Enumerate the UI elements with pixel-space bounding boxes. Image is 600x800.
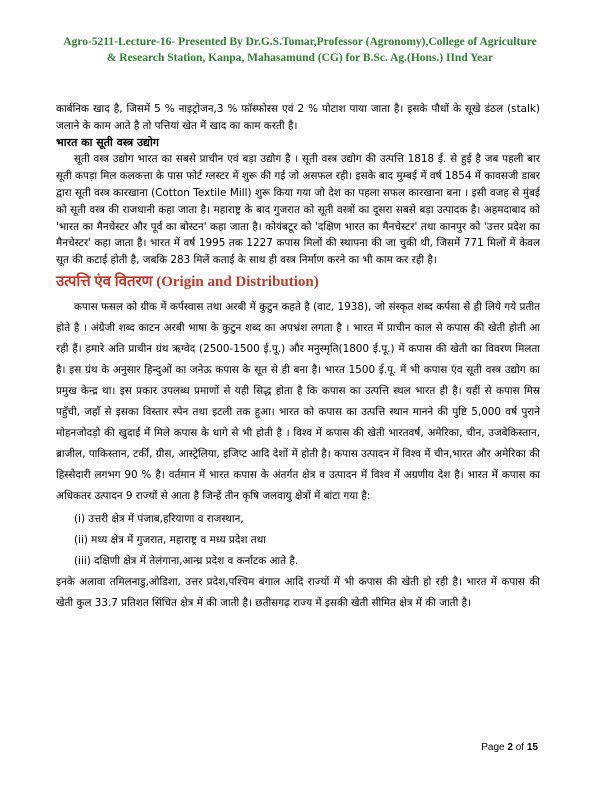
header-line-2: & Research Station, Kanpa, Mahasamund (CG) for B.Sc. Ag.(Hons.) IInd Year [106, 52, 494, 64]
closing-paragraph: इनके अलावा तमिलनाडु,ओडिशा, उत्तर प्रदेश,पश्चिम बंगाल आदि राज्यों में भी कपास की खेती हो रही है। भारत में कपास की खेती कुल 33.7 प्रतिशत सिंचित क्षेत्र में की जाती है। छतीसगढ़ राज्य में इसकी खेती सीमित क्षेत्र में की जाती है। [56, 575, 540, 609]
textile-paragraph: सूती वस्त्र उद्योग भारत का सबसे प्राचीन एवं बड़ा उद्योग है । सूती वस्त्र उद्योग की उत्पत्ति 1818 ई. से हुई है जब पहली बार सूती कपड़ा मिल कलकत्ता के पास फोर्ट ग्लस्टर में शुरू की गई जो असफल रही। इसके बाद मुम्बई में वर्ष 1854 में कावसजी डाबर द्वारा सूती वस्त्र कारखाना (Cotton Textile Mill) शुरू किया गया जो देश का पहला सफल कारखाना बना । इसी वजह से मुंबई को सूती वस्त्र की राजधानी कहा जाता है। महाराष्ट्र के बाद गुजरात को सूती वस्त्रों का दूसरा सबसे बड़ा उत्पादक है। अहमदाबाद को 'भारत का मैनचेस्टर और पूर्व का बोस्टन' कहा जाता है। कोयंबटूर को 'दक्षिण भारत का मैनचेस्टर' तथा कानपुर को 'उत्तर प्रदेश का मैनचेस्टर' कहा जाता है। भारत में वर्ष 1995 तक 1227 कपास मिलों की स्थापना की जा चुकी थी, जिसमें 771 मिलों में केवल सूत की कटाई होती है, जबकि 283 मिलें कताई के साथ ही वस्त्र निर्माण करने का भी काम कर रही है। [56, 153, 540, 267]
origin-paragraph: कपास फसल को ग्रीक में कर्पस्वास तथा अरबी में कुटुन कहते है (वाट, 1938), जो संस्कृत शब्द कर्पसा से ही लिये गये प्रतीत होते है । अंग्रेजी शब्द काटन अरबी भाषा के कुटुन शब्द का अपभ्रंश लगता है । भारत में प्राचीन काल से कपास की खेती होती आ रही हैं। हमारे अति प्राचीन ग्रंथ ऋग्वेद (2500-1500 ई.पू.) और मनुस्मृति(1800 ई.पू.) में कपास की खेती का विवरण मिलता है। इस ग्रंथ के अनुसार हिन्दुओं का जनेऊ कपास के सूत से ही बना है। भारत 1500 ई.पू. में भी कपास एंव सूती वस्त्र उद्योग का प्रमुख केन्द्र था। इस प्रकार उपलब्ध प्रमाणों से यही सिद्ध होता है कि कपास का उत्पत्ति स्थल भारत ही है। यहीं से कपास मिस्र पहुँची, जहाँ से इसका विस्तार स्पेन तथा इटली तक हुआ। भारत को कपास का उत्पत्ति स्थान मानने की पुष्टि 5,000 वर्ष पुराने मोहनजोदड़ो की खुदाई में मिले कपास के धागे से भी होती है । विश्व में कपास की खेती भारतवर्ष, अमेरिका, चीन, उजबेकिस्तान, ब्राजील, पाकिस्तान, टर्की, ग्रीस, आस्ट्रेलिया, इजिप्ट आदि देशों में होती है। कपास उत्पादन में विश्व में चीन,भारत और अमेरिका की हिस्सेदारी लगभग 90 % है। वर्तमान में भारत कपास के अंतर्गत क्षेत्र व उत्पादन में विश्व में अग्रणीय देश है। भारत में कपास का अधिकतर उत्पादन 9 राज्यों से आता है जिन्हें तीन कृषि जलवायु क्षेत्रों में बांटा गया है: [56, 300, 540, 502]
section-heading-textile: भारत का सूती वस्त्र उद्योग [56, 135, 159, 149]
list-item: (ii) मध्य क्षेत्र में गुजरात, महाराष्ट्र व मध्य प्रदेश तथा [74, 533, 266, 546]
of-label: of [515, 742, 525, 753]
list-item: (iii) दक्षिणी क्षेत्र में तेलंगाना,आन्ध्र प्रदेश व कर्नाटक आते है. [74, 554, 299, 567]
total-pages: 15 [526, 742, 538, 753]
page-label: Page [481, 742, 505, 753]
list-item: (i) उत्तरी क्षेत्र में पंजाब,हरियाणा व राजस्थान, [74, 512, 244, 525]
current-page: 2 [507, 742, 513, 753]
document-body [56, 101, 540, 614]
page-header [40, 34, 560, 66]
intro-paragraph: कार्बनिक खाद है, जिसमें 5 % नाइट्रोजन,3 % फॉस्फोरस एवं 2 % पोटाश पाया जाता है। इसके पौधों के सूखे डंठल (stalk) जलाने के काम आते है तो पत्तियां खेत में खाद का काम करती है। [56, 103, 540, 132]
zones-list [56, 509, 540, 572]
header-line-1: Agro-5211-Lecture-16- Presented By Dr.G.S.Tomar,Professor (Agronomy),College of Agriculture [63, 36, 537, 48]
page-number [481, 742, 538, 753]
section-heading-origin: उत्पत्ति एंव वितरण (Origin and Distribution) [56, 273, 319, 290]
